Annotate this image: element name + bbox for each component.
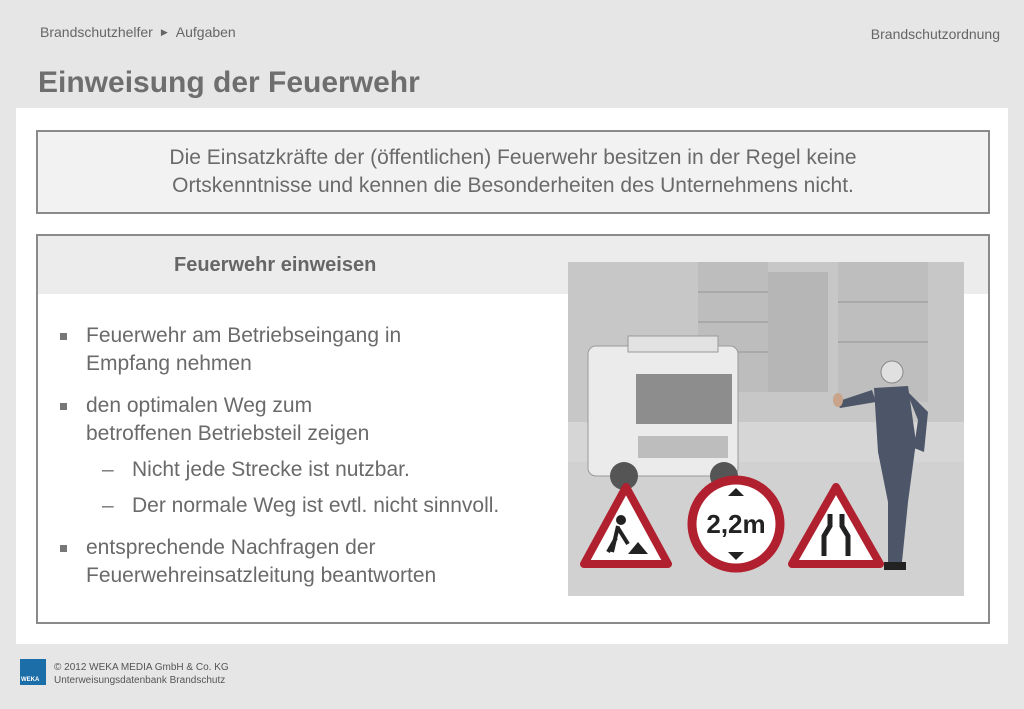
bullet-item <box>56 322 556 378</box>
sign-label: 2,2m <box>706 509 766 539</box>
content-box <box>36 234 990 624</box>
fire-truck-photo <box>568 262 964 596</box>
van <box>588 336 738 490</box>
breadcrumb <box>40 24 236 40</box>
sub-bullet-item <box>86 492 556 520</box>
footer-text <box>54 661 229 687</box>
bullet-text: entsprechende Nachfragen der <box>86 536 376 559</box>
section-label: Brandschutzordnung <box>870 26 1000 42</box>
intro-box <box>36 130 990 214</box>
bullet-item <box>56 534 556 590</box>
bullet-square-icon <box>60 545 67 552</box>
product-text: Unterweisungsdatenbank Brandschutz <box>54 675 226 686</box>
sub-bullet-text: Der normale Weg ist evtl. nicht sinnvoll. <box>132 494 500 517</box>
sub-bullet-item <box>86 456 556 484</box>
bullet-text: Feuerwehreinsatzleitung beantworten <box>86 564 437 587</box>
breadcrumb-item-brandschutzhelfer[interactable]: Brandschutzhelfer <box>40 24 153 40</box>
bullet-text: den optimalen Weg zum <box>86 394 313 417</box>
dash-icon: – <box>102 494 114 517</box>
bullet-square-icon <box>60 333 67 340</box>
intro-line-1: Die Einsatzkräfte der (öffentlichen) Feuerwehr besitzen in der Regel keine <box>169 146 857 169</box>
dash-icon: – <box>102 458 114 481</box>
slide-panel <box>16 108 1008 644</box>
intro-line-2: Ortskenntnisse und kennen die Besonderheiten des Unternehmens nicht. <box>172 174 854 197</box>
bullet-square-icon <box>60 403 67 410</box>
breadcrumb-separator-icon: ▶ <box>160 26 168 37</box>
width-restriction-sign <box>692 480 780 568</box>
breadcrumb-item-aufgaben[interactable]: Aufgaben <box>175 24 236 40</box>
copyright-text: © 2012 WEKA MEDIA GmbH & Co. KG <box>54 662 229 673</box>
content-title: Feuerwehr einweisen <box>174 254 377 276</box>
bullet-list <box>56 322 556 604</box>
bullet-text: Feuerwehr am Betriebseingang in <box>86 324 402 347</box>
sub-bullet-text: Nicht jede Strecke ist nutzbar. <box>132 458 410 481</box>
bullet-text: Empfang nehmen <box>86 352 252 375</box>
weka-logo: WEKA <box>20 659 46 685</box>
page-title: Einweisung der Feuerwehr <box>38 66 420 99</box>
bullet-item <box>56 392 556 520</box>
bullet-text: betroffenen Betriebsteil zeigen <box>86 422 370 445</box>
